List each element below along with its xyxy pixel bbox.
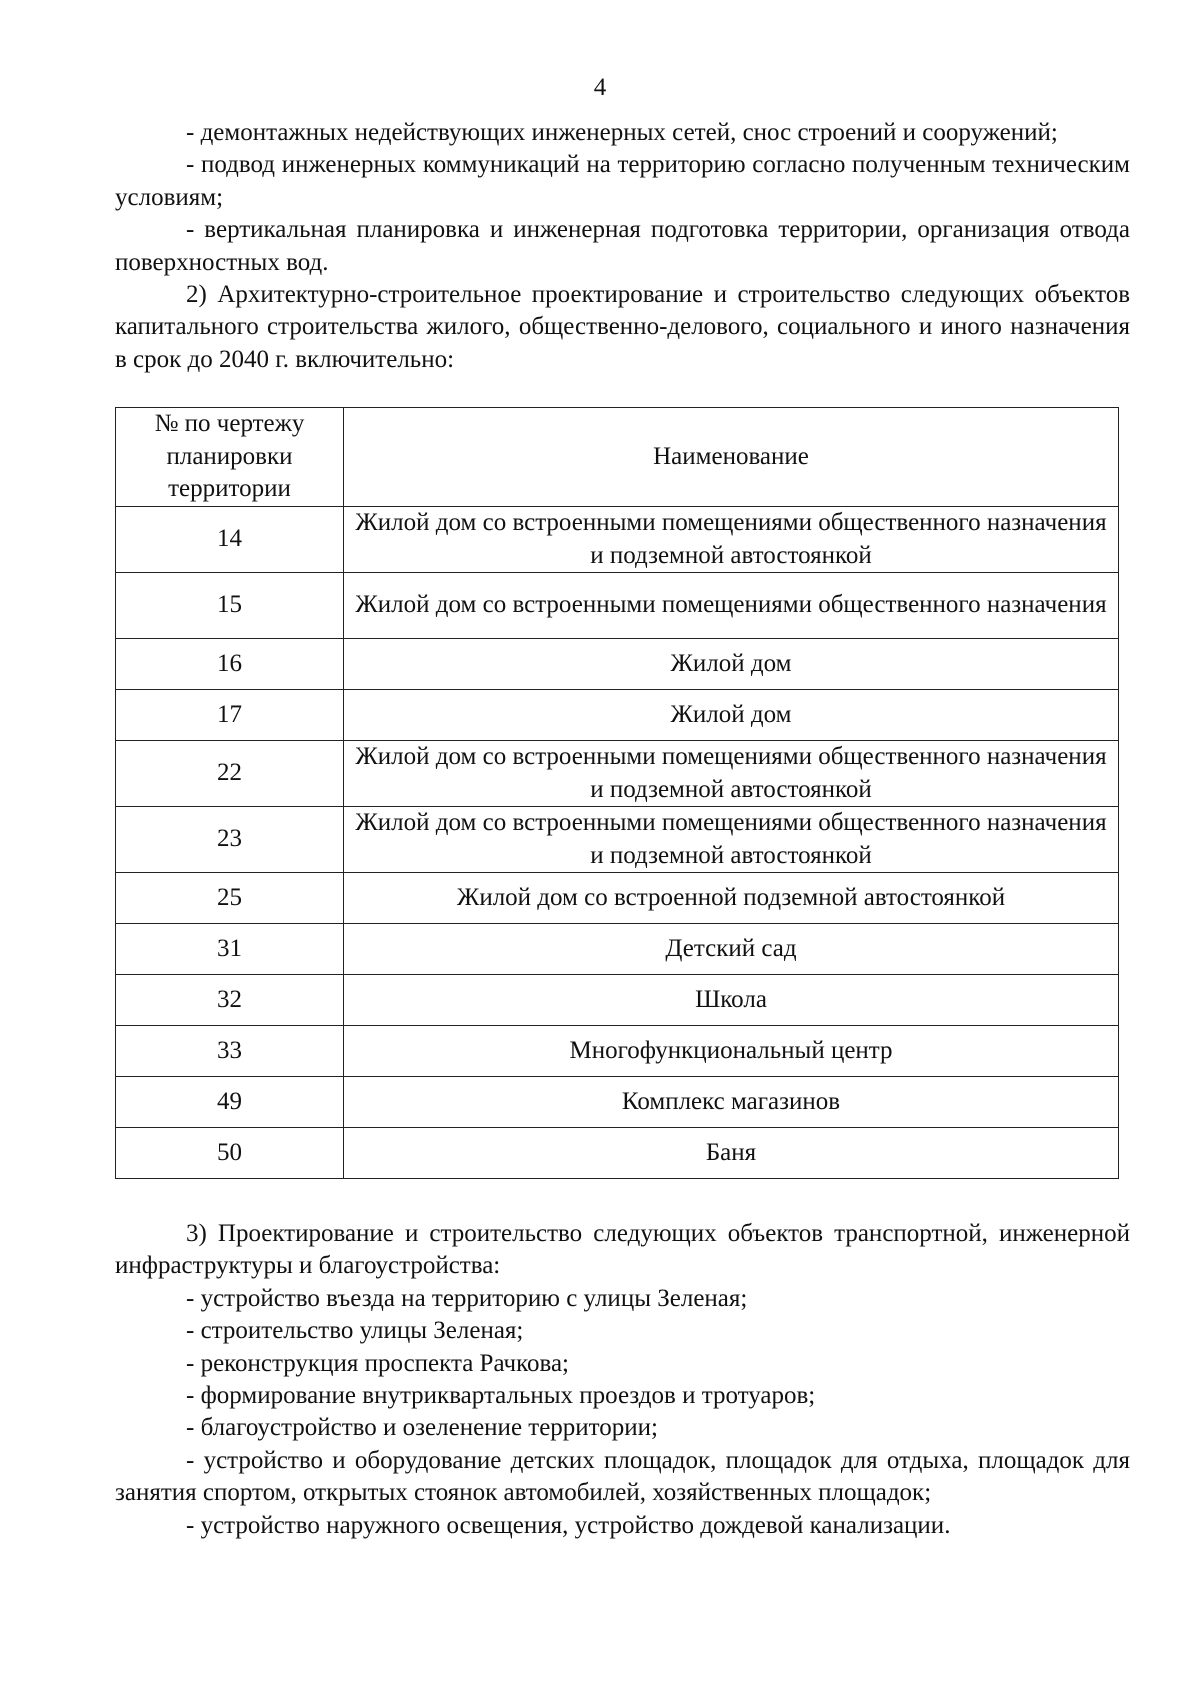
paragraph-landscaping: - благоустройство и озеленение территории; [186,1414,658,1442]
table-row [116,690,1119,741]
table-header-row [116,408,1119,507]
page-number: 4 [593,74,607,101]
row-name: Жилой дом со встроенными помещениями общественного назначения и подземной автостоянкой [344,741,1119,807]
row-number: 25 [116,873,344,924]
row-name: Жилой дом [344,639,1119,690]
header-number-col: № по чертежу планировки территории [116,408,344,507]
paragraph-street-construction: - строительство улицы Зеленая; [186,1317,524,1345]
row-name: Жилой дом [344,690,1119,741]
row-name: Жилой дом со встроенными помещениями общественного назначения и подземной автостоянкой [344,507,1119,573]
table-row [116,873,1119,924]
objects-table [115,407,1119,1179]
row-number: 22 [116,741,344,807]
table-row [116,1026,1119,1077]
row-number: 49 [116,1077,344,1128]
table-row [116,807,1119,873]
paragraph-utilities: - подвод инженерных коммуникаций на территорию согласно полученным техническим условиям; [115,151,1130,211]
row-name: Многофункциональный центр [344,1026,1119,1077]
row-name: Жилой дом со встроенными помещениями общественного назначения и подземной автостоянкой [344,807,1119,873]
row-number: 31 [116,924,344,975]
table-row [116,1128,1119,1179]
row-name: Жилой дом со встроенной подземной автостоянкой [344,873,1119,924]
paragraph-playgrounds: - устройство и оборудование детских площадок, площадок для отдыха, площадок для занятия спортом, открытых стоянок автомобилей, хозяйственных площадок; [115,1446,1130,1507]
row-number: 32 [116,975,344,1026]
row-number: 17 [116,690,344,741]
row-number: 15 [116,573,344,639]
row-name: Баня [344,1128,1119,1179]
paragraph-grading: - вертикальная планировка и инженерная подготовка территории, организация отвода поверхностных вод. [115,216,1130,276]
table-row [116,1077,1119,1128]
row-number: 16 [116,639,344,690]
table-row [116,924,1119,975]
table-row [116,741,1119,807]
row-number: 33 [116,1026,344,1077]
paragraph-dismantling: - демонтажных недействующих инженерных сетей, снос строений и сооружений; [186,119,1058,146]
row-name: Жилой дом со встроенными помещениями общественного назначения [344,573,1119,639]
header-name-col: Наименование [344,408,1119,507]
section-3-text-block [115,1218,1130,1542]
intro-text-block [115,117,1130,376]
row-number: 23 [116,807,344,873]
row-name: Детский сад [344,924,1119,975]
paragraph-entrance: - устройство въезда на территорию с улицы Зеленая; [186,1284,748,1312]
row-number: 14 [116,507,344,573]
table-row [116,639,1119,690]
row-name: Комплекс магазинов [344,1077,1119,1128]
paragraph-section-2: 2) Архитектурно-строительное проектирование и строительство следующих объектов капитального строительства жилого, общественно-делового, социального и иного назначения в срок до 2040 г. включительно: [115,281,1130,373]
paragraph-driveways: - формирование внутриквартальных проездов и тротуаров; [186,1382,816,1410]
table-row [116,573,1119,639]
table-row [116,975,1119,1026]
row-number: 50 [116,1128,344,1179]
paragraph-avenue-reconstruction: - реконструкция проспекта Рачкова; [186,1349,570,1377]
paragraph-lighting: - устройство наружного освещения, устройство дождевой канализации. [186,1511,951,1539]
paragraph-section-3: 3) Проектирование и строительство следующих объектов транспортной, инженерной инфраструктуры и благоустройства: [115,1220,1130,1280]
row-name: Школа [344,975,1119,1026]
table-row [116,507,1119,573]
